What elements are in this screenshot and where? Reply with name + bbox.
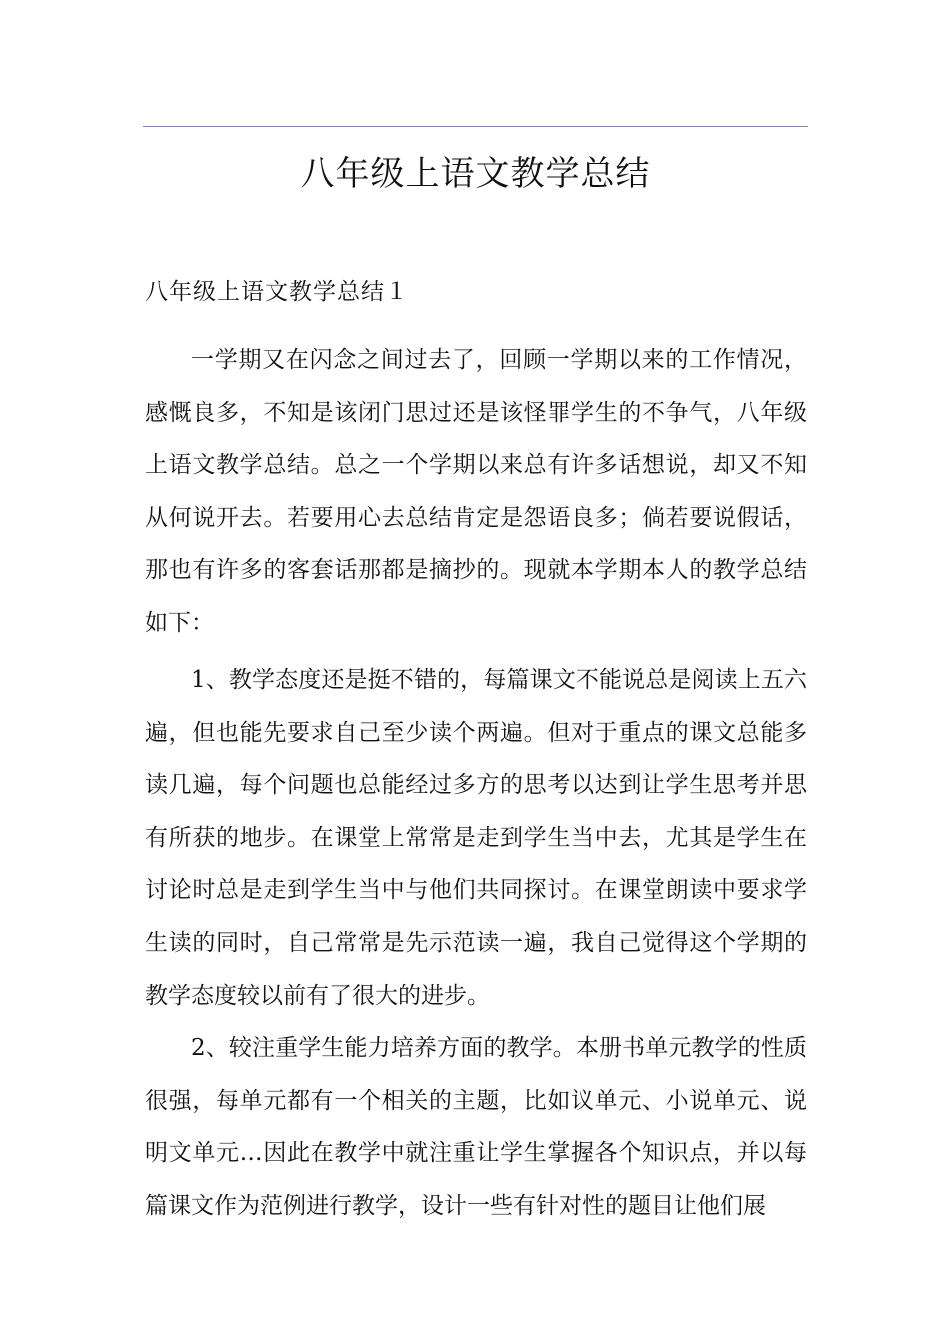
header-rule (143, 126, 808, 127)
paragraph-point-1: 1、教学态度还是挺不错的，每篇课文不能说总是阅读上五六遍，但也能先要求自己至少读个两遍。但对于重点的课文总能多读几遍，每个问题也总能经过多方的思考以达到让学生思考并思有所获的地步。在课堂上常常是走到学生当中去，尤其是学生在讨论时总是走到学生当中与他们共同探讨。在课堂朗读中要求学生读的同时，自己常常是先示范读一遍，我自己觉得这个学期的教学态度较以前有了很大的进步。 (145, 667, 807, 1009)
paragraph-point-2: 2、较注重学生能力培养方面的教学。本册书单元教学的性质很强，每单元都有一个相关的主题，比如议单元、小说单元、说明文单元…因此在教学中就注重让学生掌握各个知识点，并以每篇课文作为范例进行教学，设计一些有针对性的题目让他们展 (145, 1035, 807, 1219)
paragraph-intro: 一学期又在闪念之间过去了，回顾一学期以来的工作情况，感慨良多，不知是该闭门思过还是该怪罪学生的不争气，八年级上语文教学总结。总之一个学期以来总有许多话想说，却又不知从何说开去。若要用心去总结肯定是怨语良多；倘若要说假话，那也有许多的客套话那都是摘抄的。现就本学期本人的教学总结如下： (145, 347, 807, 636)
document-title: 八年级上语文教学总结 (300, 154, 651, 194)
section-heading: 八年级上语文教学总结１ (145, 279, 409, 305)
